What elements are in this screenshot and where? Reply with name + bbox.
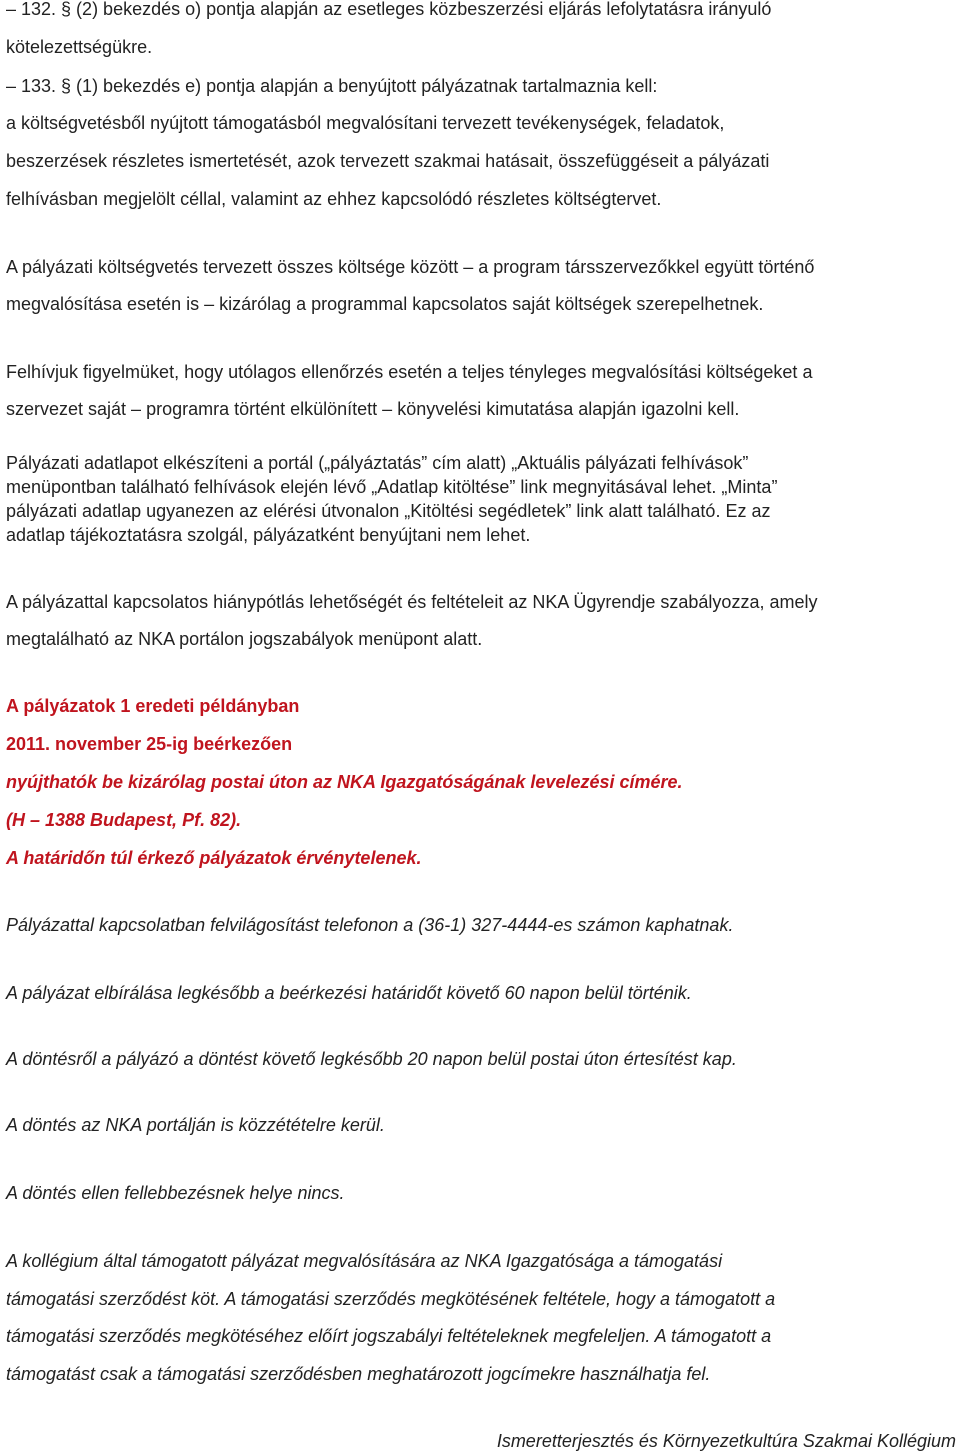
text-line-contract-4: támogatást csak a támogatási szerződésben meghatározott jogcímekre használhatja fel. — [6, 1364, 711, 1384]
notice-deadline: 2011. november 25-ig beérkezően — [6, 734, 293, 754]
text-line-contract-2: támogatási szerződést köt. A támogatási szerződés megkötésének feltétele, hogy a támogatott a — [6, 1289, 776, 1309]
text-line-legal-132: – 132. § (2) bekezdés o) pontja alapján az esetleges közbeszerzési eljárás lefolytatásra irányuló — [6, 0, 772, 19]
text-line-budget-2: megvalósítása esetén is – kizárólag a programmal kapcsolatos saját költségek szerepelhetnek. — [6, 294, 764, 314]
info-phone: Pályázattal kapcsolatban felvilágosítást telefonon a (36-1) 327-4444-es számon kaphatnak. — [6, 915, 734, 935]
info-publication: A döntés az NKA portálján is közzétételre kerül. — [6, 1115, 385, 1135]
text-line-legal-133: – 133. § (1) bekezdés e) pontja alapján a benyújtott pályázatnak tartalmaznia kell: — [6, 76, 658, 96]
text-line-datasheet-1: Pályázati adatlapot elkészíteni a portál („pályáztatás” cím alatt) „Aktuális pályázati felhívások” — [6, 453, 749, 473]
text-line-missing-1: A pályázattal kapcsolatos hiánypótlás lehetőségét és feltételeit az NKA Ügyrendje szabályozza, amely — [6, 592, 818, 612]
info-notification: A döntésről a pályázó a döntést követő legkésőbb 20 napon belül postai úton értesítést kap. — [6, 1049, 737, 1069]
text-line-attention-1: Felhívjuk figyelmüket, hogy utólagos ellenőrzés esetén a teljes tényleges megvalósítási költségeket a — [6, 362, 813, 382]
text-line-obligation: kötelezettségükre. — [6, 37, 153, 57]
text-line-budget-support: a költségvetésből nyújtott támogatásból megvalósítani tervezett tevékenységek, feladatok, — [6, 113, 725, 133]
text-line-datasheet-2: menüpontban található felhívások elején lévő „Adatlap kitöltése” link megnyitásával lehet. „Minta” — [6, 477, 778, 497]
notice-invalid: A határidőn túl érkező pályázatok érvénytelenek. — [6, 848, 422, 868]
text-line-contract-3: támogatási szerződés megkötéséhez előírt jogszabályi feltételeknek megfeleljen. A támogatott a — [6, 1326, 772, 1346]
notice-address: (H – 1388 Budapest, Pf. 82). — [6, 810, 242, 830]
text-line-attention-2: szervezet saját – programra történt elkülönített – könyvelési kimutatása alapján igazolni kell. — [6, 399, 740, 419]
notice-copies: A pályázatok 1 eredeti példányban — [6, 696, 300, 716]
text-line-contract-1: A kollégium által támogatott pályázat megvalósítására az NKA Igazgatósága a támogatási — [6, 1251, 723, 1271]
text-line-procurement: beszerzések részletes ismertetését, azok tervezett szakmai hatásait, összefüggéseit a pályázati — [6, 151, 770, 171]
text-line-call-goal: felhívásban megjelölt céllal, valamint az ehhez kapcsolódó részletes költségtervet. — [6, 189, 662, 209]
page-footer: Ismeretterjesztés és Környezetkultúra Szakmai Kollégium — [496, 1431, 956, 1451]
text-line-budget-1: A pályázati költségvetés tervezett összes költsége között – a program társszervezőkkel együtt történő — [6, 257, 815, 277]
notice-postal: nyújthatók be kizárólag postai úton az NKA Igazgatóságának levelezési címére. — [6, 772, 683, 792]
text-line-datasheet-3: pályázati adatlap ugyanezen az elérési útvonalon „Kitöltési segédletek” link alatt található. Ez az — [6, 501, 771, 521]
info-evaluation: A pályázat elbírálása legkésőbb a beérkezési határidőt követő 60 napon belül történik. — [6, 983, 692, 1003]
info-no-appeal: A döntés ellen fellebbezésnek helye nincs. — [6, 1183, 345, 1203]
text-line-datasheet-4: adatlap tájékoztatásra szolgál, pályázatként benyújtani nem lehet. — [6, 525, 531, 545]
text-line-missing-2: megtalálható az NKA portálon jogszabályok menüpont alatt. — [6, 629, 483, 649]
